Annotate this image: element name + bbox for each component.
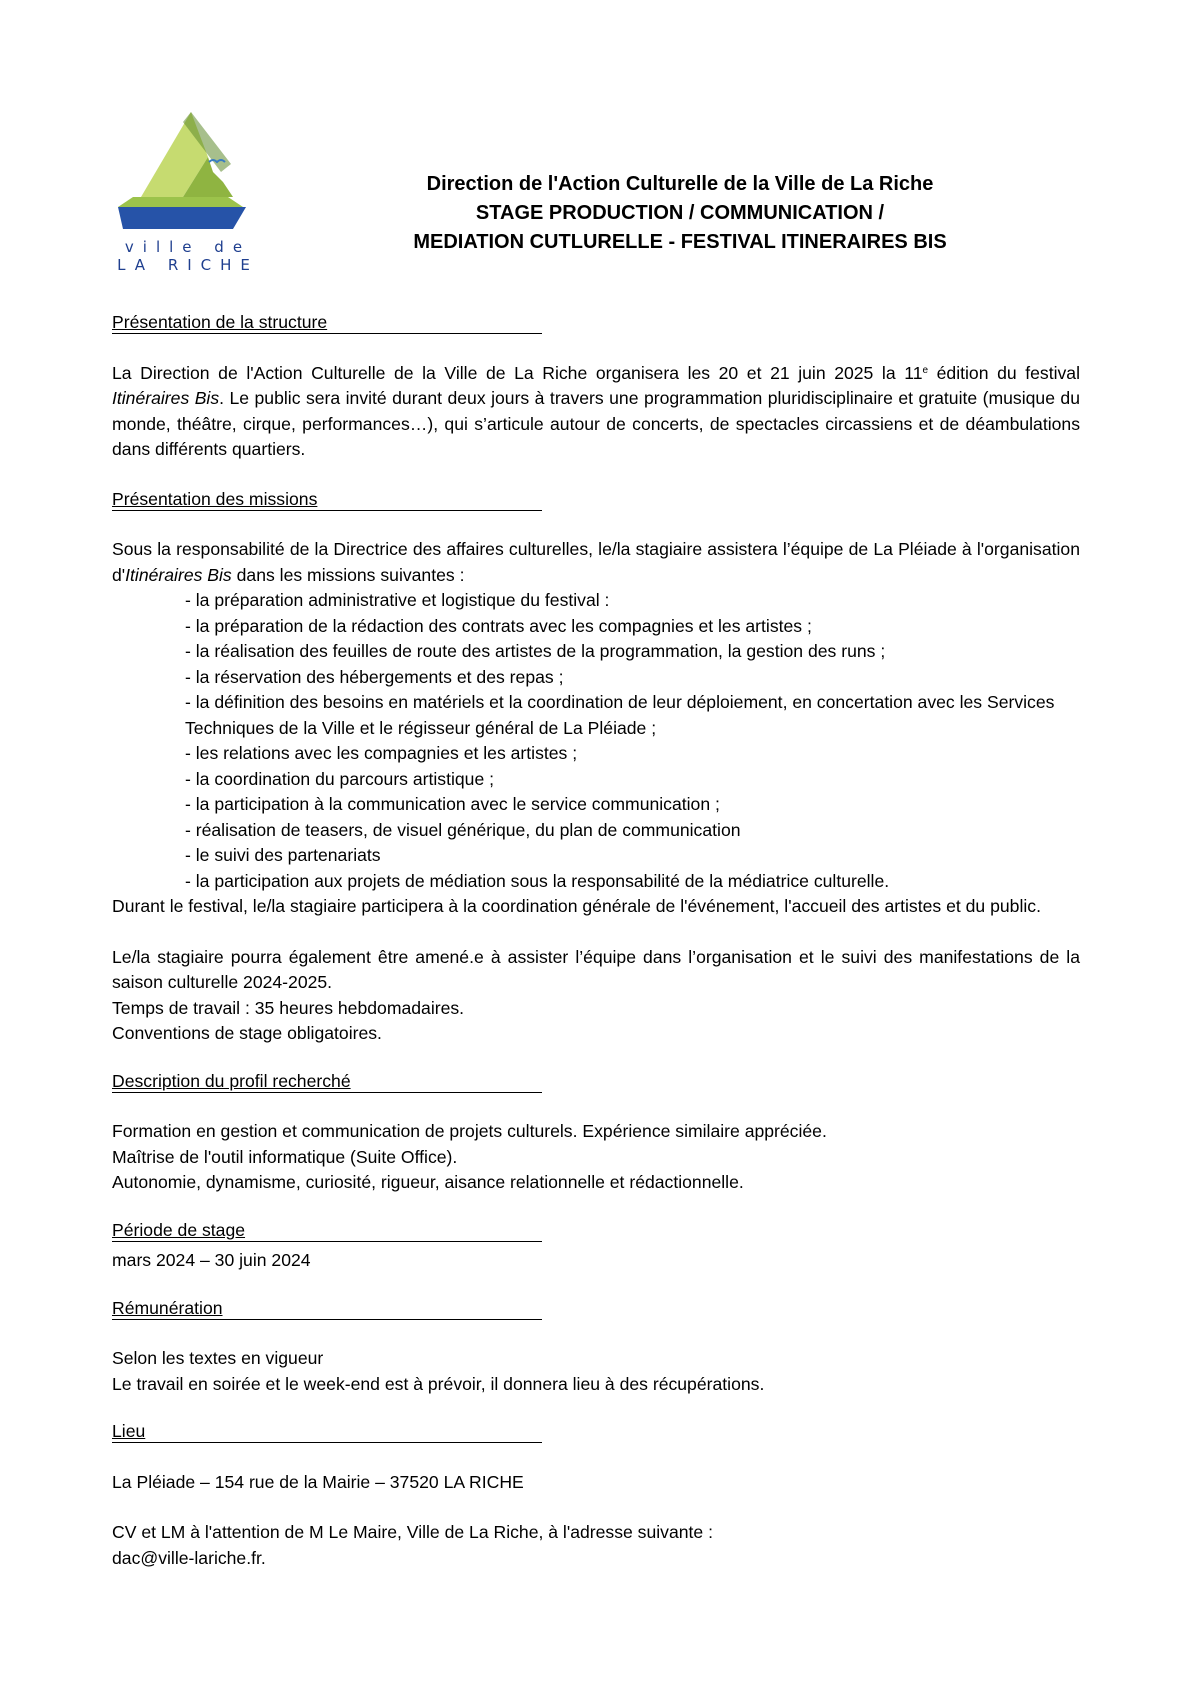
section-title-period: Période de stage: [112, 1220, 542, 1242]
list-item: - réalisation de teasers, de visuel générique, du plan de communication: [185, 819, 741, 840]
section-remuneration: [112, 1296, 1080, 1398]
profile-line-3: Autonomie, dynamisme, curiosité, rigueur, aisance relationnelle et rédactionnelle.: [112, 1172, 744, 1192]
list-item: - la réalisation des feuilles de route des artistes de la programmation, la gestion des runs ;: [185, 641, 886, 661]
missions-intro-b: dans les missions suivantes :: [231, 564, 465, 585]
missions-hours: Temps de travail : 35 heures hebdomadaires.: [112, 997, 465, 1018]
document-body: [112, 310, 1080, 1571]
structure-text-b: édition du festival: [928, 362, 1080, 383]
missions-conventions: Conventions de stage obligatoires.: [112, 1023, 382, 1043]
list-item: - la définition des besoins en matériels et la coordination de leur déploiement, en concertation avec les Services Techniques de la Ville et le régisseur général de La Pléiade ;: [185, 692, 1055, 738]
missions-list: [112, 588, 1080, 894]
list-item: - la participation aux projets de médiation sous la responsabilité de la médiatrice culturelle.: [185, 870, 890, 891]
structure-sup: e: [922, 364, 929, 376]
header-line-1: Direction de l'Action Culturelle de la Ville de La Riche: [426, 173, 934, 195]
header-line-3: MEDIATION CUTLURELLE - FESTIVAL ITINERAIRES BIS: [413, 231, 947, 253]
structure-text-c: . Le public sera invité durant deux jours à travers une programmation pluridisciplinaire et gratuite (musique du monde, théâtre, cirque, performances…), qui s’articule autour de concerts, de spectacles circassiens et de déambulations dans différents quartiers.: [112, 388, 1080, 459]
place-address: La Pléiade – 154 rue de la Mairie – 37520 LA RICHE: [112, 1471, 524, 1492]
list-item: - la réservation des hébergements et des repas ;: [185, 666, 564, 687]
section-place: [112, 1419, 1080, 1571]
section-title-profile: Description du profil recherché: [112, 1071, 542, 1093]
structure-festival-name: Itinéraires Bis: [112, 388, 220, 408]
missions-intro-a: Sous la responsabilité de la Directrice des affaires culturelles, le/la stagiaire assistera l’équipe de La Pléiade à l'organisation d': [112, 539, 1080, 585]
section-missions: [112, 487, 1080, 1047]
missions-festival-name: Itinéraires Bis: [125, 564, 232, 585]
list-item: - la préparation administrative et logistique du festival :: [185, 590, 610, 610]
remuneration-line-1: Selon les textes en vigueur: [112, 1348, 324, 1368]
logo-line-2: LA RICHE: [117, 256, 259, 274]
profile-line-2: Maîtrise de l'outil informatique (Suite Office).: [112, 1146, 458, 1167]
section-title-missions: Présentation des missions: [112, 489, 542, 511]
profile-line-1: Formation en gestion et communication de projets culturels. Expérience similaire appréciée.: [112, 1121, 827, 1141]
section-title-remuneration: Rémunération: [112, 1298, 542, 1320]
section-profile: [112, 1069, 1080, 1196]
contact-email: dac@ville-lariche.fr.: [112, 1547, 266, 1568]
list-item: - le suivi des partenariats: [185, 845, 381, 865]
section-title-place: Lieu: [112, 1421, 542, 1443]
section-title-structure: Présentation de la structure: [112, 312, 542, 334]
missions-intro: [112, 537, 1080, 588]
structure-text-a: La Direction de l'Action Culturelle de la Ville de La Riche organisera les 20 et 21 juin 2025 la 11: [112, 362, 923, 383]
remuneration-line-2: Le travail en soirée et le week-end est à prévoir, il donnera lieu à des récupérations.: [112, 1373, 765, 1394]
section-structure: [112, 310, 1080, 463]
section-period: [112, 1218, 1080, 1274]
missions-also: Le/la stagiaire pourra également être amené.e à assister l’équipe dans l’organisation et le suivi des manifestations de la saison culturelle 2024-2025.: [112, 946, 1080, 992]
list-item: - la préparation de la rédaction des contrats avec les compagnies et les artistes ;: [185, 615, 812, 636]
list-item: - la coordination du parcours artistique ;: [185, 768, 495, 789]
structure-paragraph: [112, 361, 1080, 463]
logo-wordmark: [113, 238, 263, 274]
header-line-2: STAGE PRODUCTION / COMMUNICATION /: [475, 202, 885, 224]
logo-line-1: ville de: [124, 238, 252, 256]
missions-during: Durant le festival, le/la stagiaire participera à la coordination générale de l'événement, l'accueil des artistes et du public.: [112, 896, 1041, 916]
place-cv-line: CV et LM à l'attention de M Le Maire, Ville de La Riche, à l'adresse suivante :: [112, 1522, 713, 1542]
list-item: - la participation à la communication avec le service communication ;: [185, 794, 720, 814]
document-header: [380, 170, 980, 257]
list-item: - les relations avec les compagnies et les artistes ;: [185, 743, 578, 763]
period-dates: mars 2024 – 30 juin 2024: [112, 1250, 311, 1270]
